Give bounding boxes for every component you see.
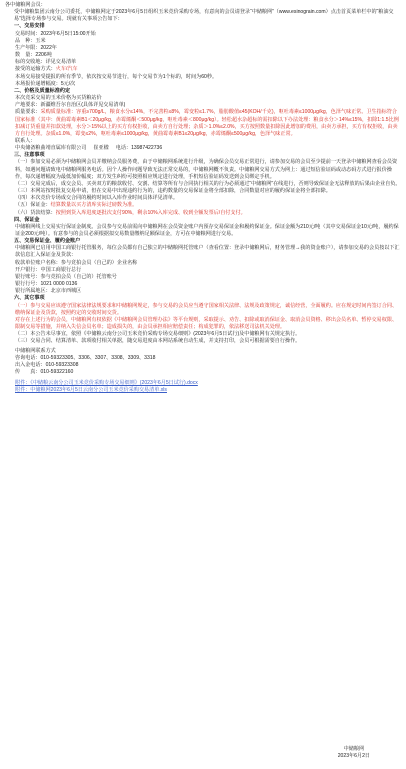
intro-paragraph: 受中储粮集团云南分公司委托，中储粮网定于2023年6月5日组织玉米竞价采购专场，有意向的会员请登录“中储粮网”（www.esinograin.com）点击首页菜单栏中的“粮油交易”选择专场参与交易。现就有关事项公告如下： xyxy=(14,9,394,23)
notice-5 xyxy=(5,202,401,209)
deposit-paragraph: 中储粮网线上交易实行保证金制度。会员参与交易前需向中储粮网在会员资金账户内预存交易保证金和履约保证金。保证金额为210元/吨（其中交易保证金10元/吨，履约保证金200元/吨）。有意参与的会员必须根据拟交易数量缴纳足额保证金，方可在中储粮网进行交易。 xyxy=(15,223,399,237)
transport-value: 火车/汽车 xyxy=(55,66,78,73)
account-number: 银行账号：参与竞拍会员（自己的）托管账号 xyxy=(15,273,117,280)
account-paragraph: 中储粮网已启用中国工商银行托管服务，每位会员都有自己独立的中储粮网托管账户（查看位置：登录中储粮网后，财务管理→我的资金账户），请参加交易的会员按以下汇款信息汇入保证金及货款： xyxy=(15,245,400,259)
notice-6 xyxy=(5,210,401,217)
origin-requirement: 产地要求：新疆维吾尔自治区(具体详见交易清单) xyxy=(15,102,126,109)
other-2: （二）本公告未尽事宜，依照《中储粮云南分公司玉米竞价采购专场交易细则》(2023年6月5日试行)及中储粮网有关规定执行。 xyxy=(15,331,301,338)
production-year: 生产年限：2022年 xyxy=(15,44,57,51)
attachment-list-link[interactable]: 附件：中储粮网2023年6月5日云南分公司玉米竞价采购交易清单.xls xyxy=(15,387,167,394)
notice-1: （一）参加交易必须为中储粮网会员并缴纳会员服务费，由于中储粮网系统进行升级，为确保会员交易正常进行，请参加交易的会员至少提前一天登录中储粮网查看会员资料，如遇问题请致电中储粮网服务电话。因个人操作问题导致无法正常交易的，中储粮网概不负责。中储粮网交易方式为网上：通过短信验证码或动态码方式进行报价操作，每次递增幅度为最低加价幅度；双方发生纠纷可按照相应规定进行处理，手机短信验证码发送到会员绑定手机。 xyxy=(15,159,398,180)
bank-code: 银行行号：1021 0000 0136 xyxy=(15,281,78,288)
notice-6-label: （六）货款结算： xyxy=(15,209,56,216)
increment-note: 本场报价递增幅度：5元/次 xyxy=(15,80,76,87)
signature-block xyxy=(338,746,370,760)
transport-method xyxy=(5,66,401,73)
other-3: （三）交易合同、结算清单、款项收付相关单据，随交易进度由本网站系统自动生成，并支持打印，会员可根据需要自行操作。 xyxy=(15,338,301,345)
bank-region: 银行所属地区：北京市西城区 xyxy=(15,288,82,295)
contact-title: 中储粮网联系方式 xyxy=(15,347,56,354)
delivery-location: 标的交收地：详见交易清单 xyxy=(15,59,77,66)
account-name: 收款单位账户名称：参与竞拍会员（自己的）企业名称 xyxy=(15,259,138,266)
transport-label: 接受的运输方式： xyxy=(15,66,56,73)
signature-org: 中储粮网 xyxy=(343,746,365,752)
contact-company: 中央储备粮曲靖直属库有限公司 xyxy=(15,145,87,152)
price-basis: 本次竞采交易的玉米价格为买货粮站价 xyxy=(15,95,102,102)
attachment-rules-link[interactable]: 附件：《中储粮云南分公司玉米竞价采购专场交易细则》(2023年6月5日试行).docx xyxy=(15,380,198,387)
contact-fax: 传 真：010-59322160 xyxy=(15,368,74,375)
contact-person: 崔亚楹 xyxy=(93,145,109,152)
section-2-title: 二、价格及质量标准约定 xyxy=(14,87,71,94)
signature-date: 2023年6月2日 xyxy=(337,753,370,760)
contact-phone: 电话：13987422736 xyxy=(115,145,163,152)
other-1b: 对存在上述行为的会员，中储粮网有权依据《中储粮网会员管理办法》等平台规则，采取提示、劝告、扣除或取消保证金、取消会员资格、移出会员名单、暂停交易权限、限制交易等措施，并纳入失信会员名单；造成损失的，由会员承担相应赔偿责任；构成犯罪的，依法移送司法机关处理。 xyxy=(15,316,398,331)
greeting: 各中储粮网会员： xyxy=(5,2,46,8)
quality-standard: 采购质量标准：容重≥700g/L，粮食水分≤14%，不完善粒≤8%，霉变粒≤1.7%，脂肪酸值≤45(KOH/千克)，呕吐毒素≤1000μg/kg，色泽气味正常。卫生指标符合国家标准（其中：黄曲霉毒素B1＜20μg/kg，赤霉烯酮＜500μg/kg，呕吐毒素＜800μg/kg）。 xyxy=(15,109,398,123)
notice-4: （四）本次竞价专场成交合同的履约时间以入库作业时间具体详见清单。 xyxy=(15,195,179,202)
product-name: 品 种：玉米 xyxy=(15,37,46,44)
section-3-title: 三、注意事项 xyxy=(14,152,45,159)
contact-consult-phone: 咨询电话：010-59323305、3306、3307、3308、3309、3318 xyxy=(15,354,156,361)
account-bank: 开户银行：中国工商银行总行 xyxy=(15,266,82,273)
contacts-label: 联系人： xyxy=(15,137,36,144)
contact-fund-phone: 出入金电话：010-59323308 xyxy=(15,361,79,368)
notice-5-label: （五）保证金： xyxy=(15,202,51,209)
notice-5-text: 结算数量以买方清库实际过磅数为准。 xyxy=(50,202,138,209)
trade-time: 交易时间：2023年6月5日15:00开始 xyxy=(15,30,96,37)
quality-limits: 杂质≤1.0%，霉变≤2%，呕吐毒素≤1000μg/kg，黄曲霉毒素B1≤20μg/kg，赤霉烯酮≤500μg/kg，色泽气味正常。 xyxy=(45,130,296,137)
section-6-title: 六、其它事项 xyxy=(14,295,45,302)
contact-line xyxy=(5,145,401,152)
other-1: （一）参与交易应该遵守国家法律法规要求和中储粮网规定，参与交易的会员应当遵守国家相关法律、法规及政策规定，诚信经营，全面履约。应在规定时间内签订合同、缴纳保证金及货款，按照约定的交收时间交货。 xyxy=(15,302,398,316)
section-1-title: 一、交易安排 xyxy=(14,23,45,30)
session-note: 本场交易接受提报的所有季节，依次按交易节进行，每个交易节为1个标的，时间为60秒。 xyxy=(15,73,218,80)
section-5-title: 五、交易保证金、履约金账户 xyxy=(14,238,81,245)
notice-2: （二）交易完成后，成交会员、买卖双方的粮款收付、交割、结算等所有与合同执行相关的行为必须通过“中储粮网”在线进行，否则导致保证金无法释放的后果由企业自负。 xyxy=(15,180,401,187)
quality-requirement xyxy=(5,109,401,138)
quality-deduction: 轻松超水杂超标的需扣除以下办法处理：粮食水分＞14%≤15%，扣除1:1.5比例扣减订货重量并扣款处理，水分＞15%以上的买方有权拒收，由卖方自行处理；杂质＞1.0%≤2.0%，买方按照数量扣除因此增加的费用，由卖方承担，买方有权拒收，由卖方自行处理。 xyxy=(15,116,399,137)
quality-label: 质量要求： xyxy=(15,109,41,116)
quantity: 数 量：2206吨 xyxy=(15,52,52,59)
notice-3: （三）本网站按时批复交易申请，但在交易中出现违约行为的，违约数量的交易保证金将全部扣除，合同数量对应的履约保证金将全部扣除。 xyxy=(15,188,331,195)
section-4-title: 四、保证金 xyxy=(14,216,40,223)
notice-6-text: 按照到货入库进度逐批次支付90%，剩余10%入库完成、收到全额发票后/自付支付。 xyxy=(55,209,246,216)
